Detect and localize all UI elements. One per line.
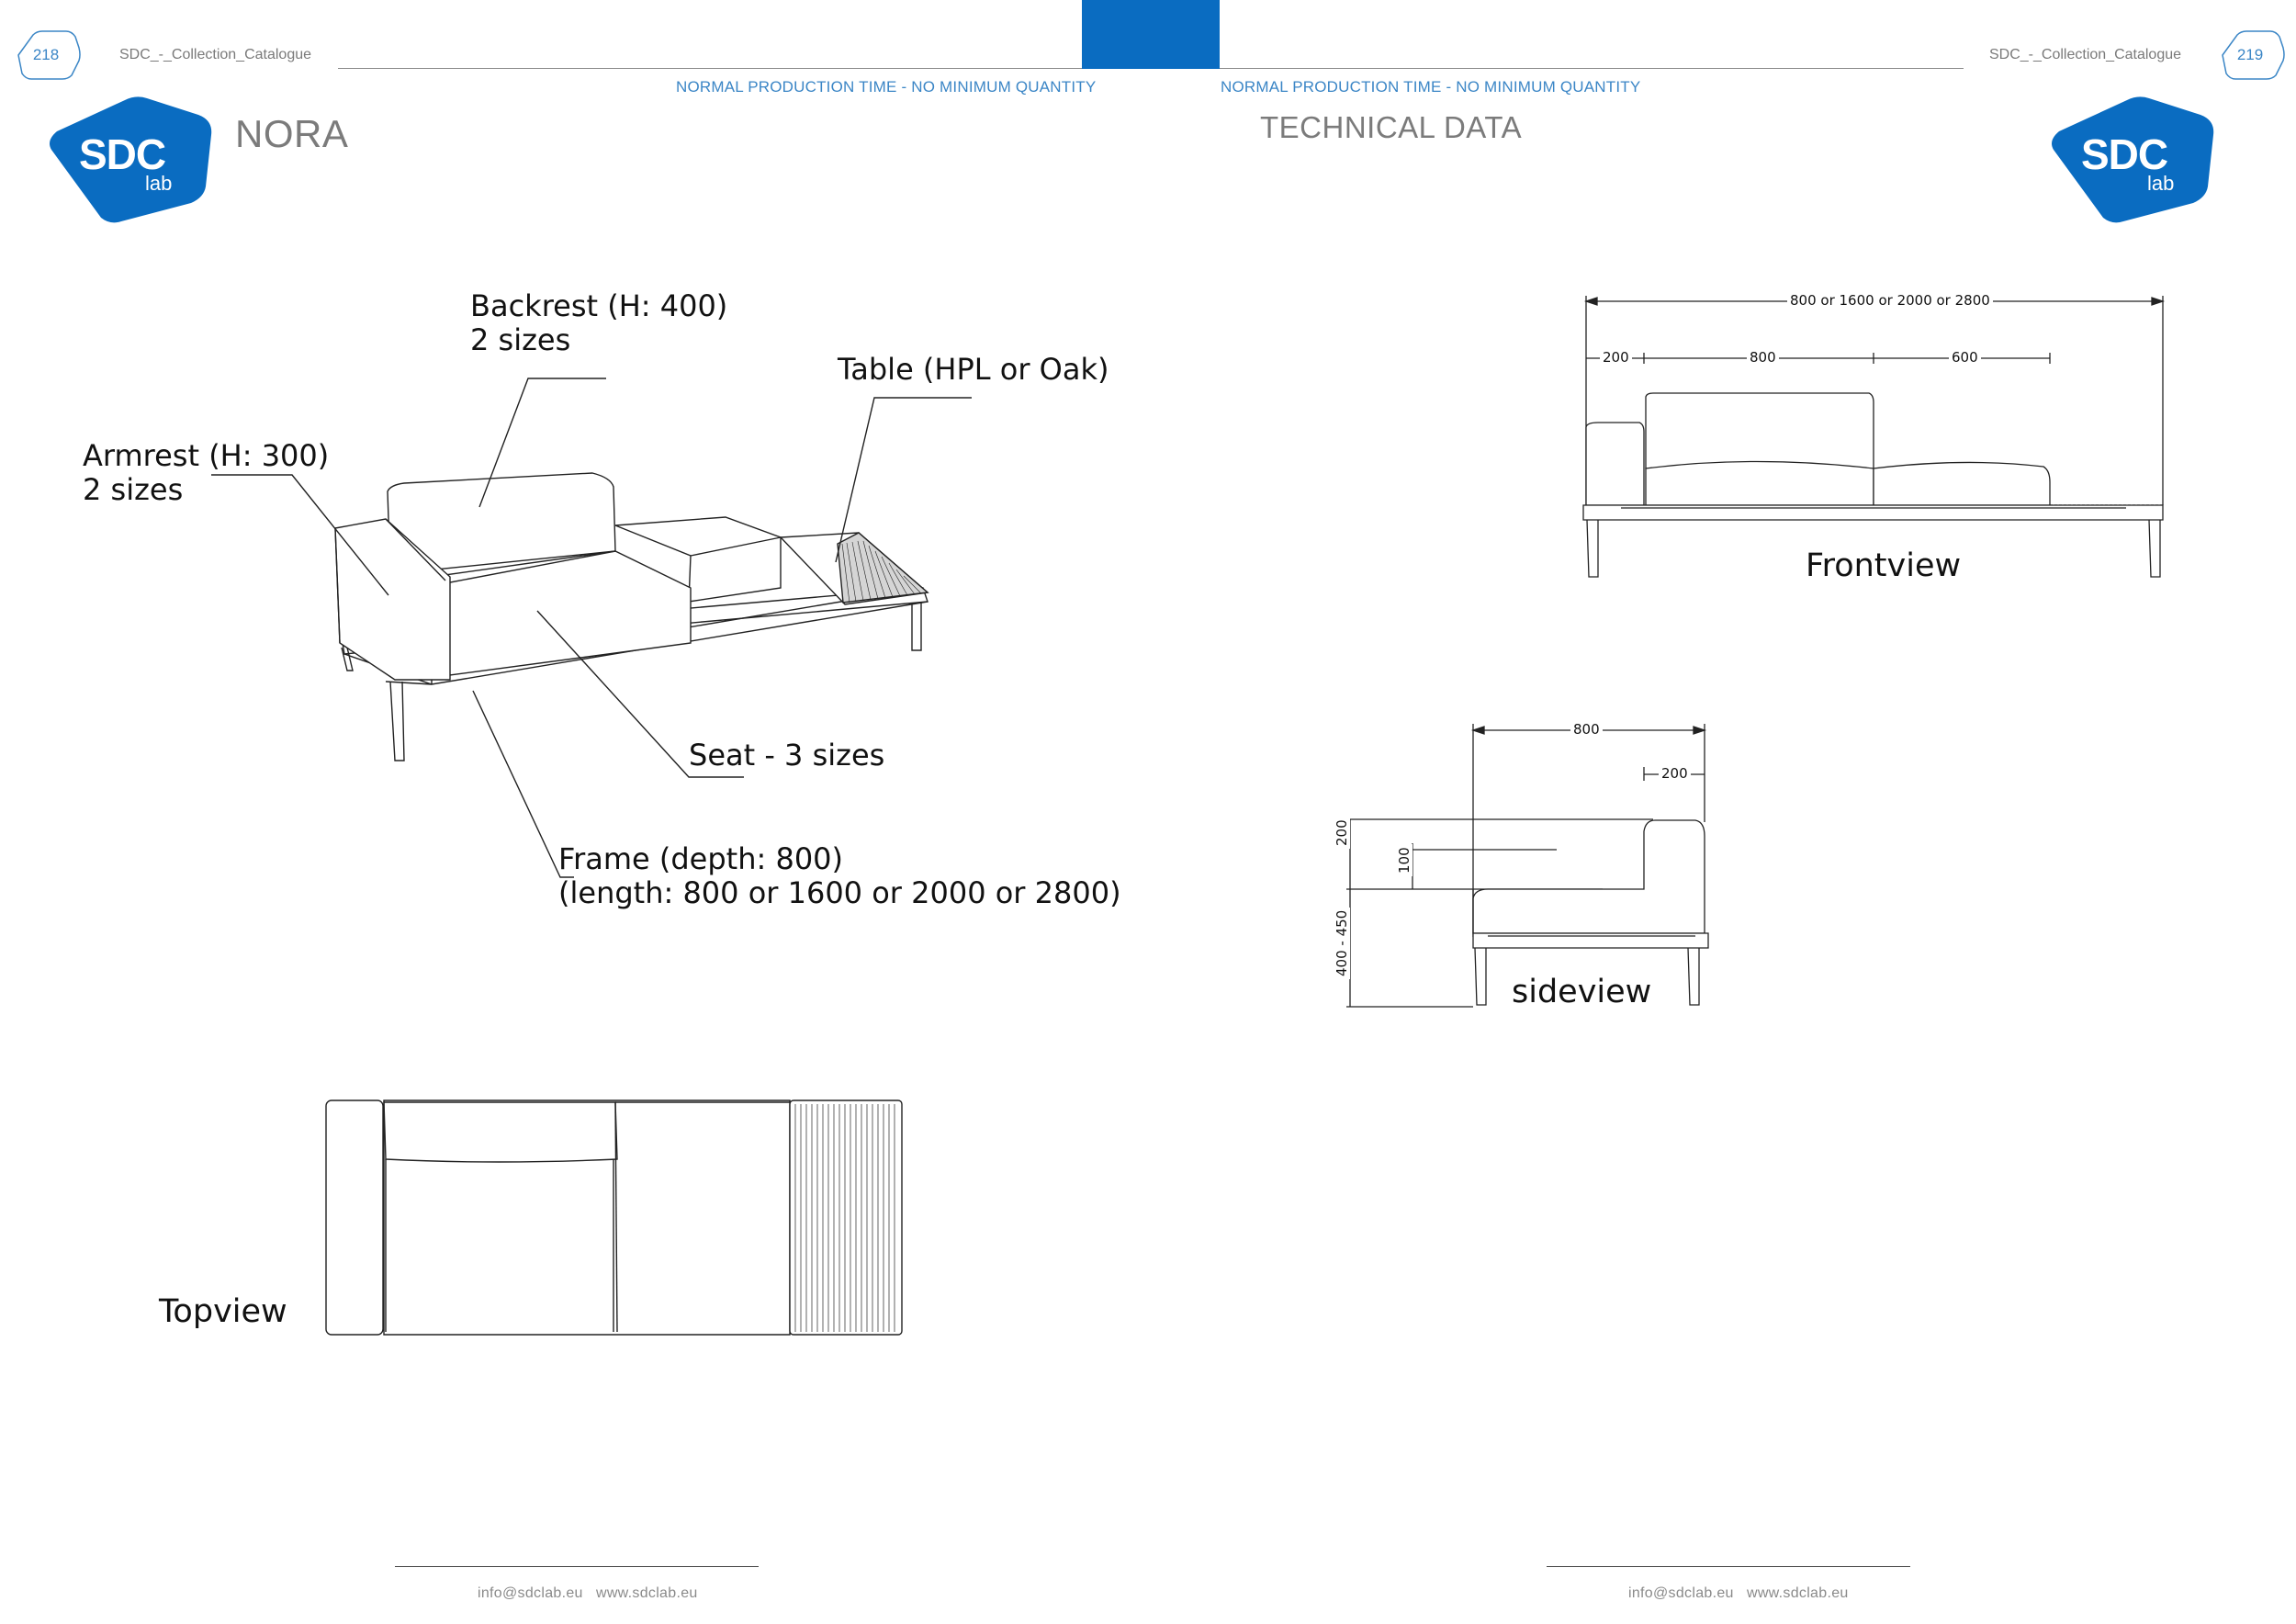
section-title: TECHNICAL DATA [1260, 110, 1523, 144]
catalogue-name-left: SDC_-_Collection_Catalogue [119, 47, 312, 62]
front-dim-seat: 800 [1747, 349, 1779, 366]
footer-rule-right [1547, 1566, 1910, 1567]
page-number-right: 219 [2236, 46, 2264, 63]
footer-contact-left: info@sdclab.eu www.sdclab.eu [478, 1585, 698, 1601]
footer-rule-left [395, 1566, 759, 1567]
logo-subtext: lab [145, 172, 173, 195]
label-frame: Frame (depth: 800) (length: 800 or 1600 or 2000 or 2800) [558, 841, 1121, 910]
label-armrest: Armrest (H: 300) 2 sizes [83, 438, 330, 507]
topview-label: Topview [159, 1293, 287, 1330]
label-backrest: Backrest (H: 400) 2 sizes [470, 288, 728, 357]
sideview-label: sideview [1512, 974, 1652, 1010]
front-dim-arm: 200 [1600, 349, 1632, 366]
side-dim-seat-height: 400 - 450 [1334, 908, 1350, 979]
side-dim-cushion: 100 [1396, 844, 1412, 876]
footer-contact-right: info@sdclab.eu www.sdclab.eu [1628, 1585, 1849, 1601]
production-note-right: NORMAL PRODUCTION TIME - NO MINIMUM QUANTITY [1221, 78, 1641, 96]
logo-text: SDC [2081, 130, 2168, 178]
side-dim-arm-width: 200 [1659, 765, 1691, 782]
front-dim-table: 600 [1949, 349, 1981, 366]
logo-text: SDC [79, 130, 166, 178]
side-dim-depth: 800 [1570, 721, 1603, 738]
production-note-left: NORMAL PRODUCTION TIME - NO MINIMUM QUANTITY [676, 78, 1097, 96]
side-dim-backrest-height: 200 [1334, 817, 1350, 849]
product-name: NORA [235, 112, 349, 155]
logo-subtext: lab [2147, 172, 2175, 195]
page-number-left: 218 [32, 46, 60, 63]
label-seat: Seat - 3 sizes [689, 738, 885, 773]
frontview-label: Frontview [1806, 547, 1962, 584]
label-table: Table (HPL or Oak) [838, 352, 1109, 387]
catalogue-name-right: SDC_-_Collection_Catalogue [1989, 47, 2182, 62]
front-dim-total: 800 or 1600 or 2000 or 2800 [1787, 292, 1993, 309]
